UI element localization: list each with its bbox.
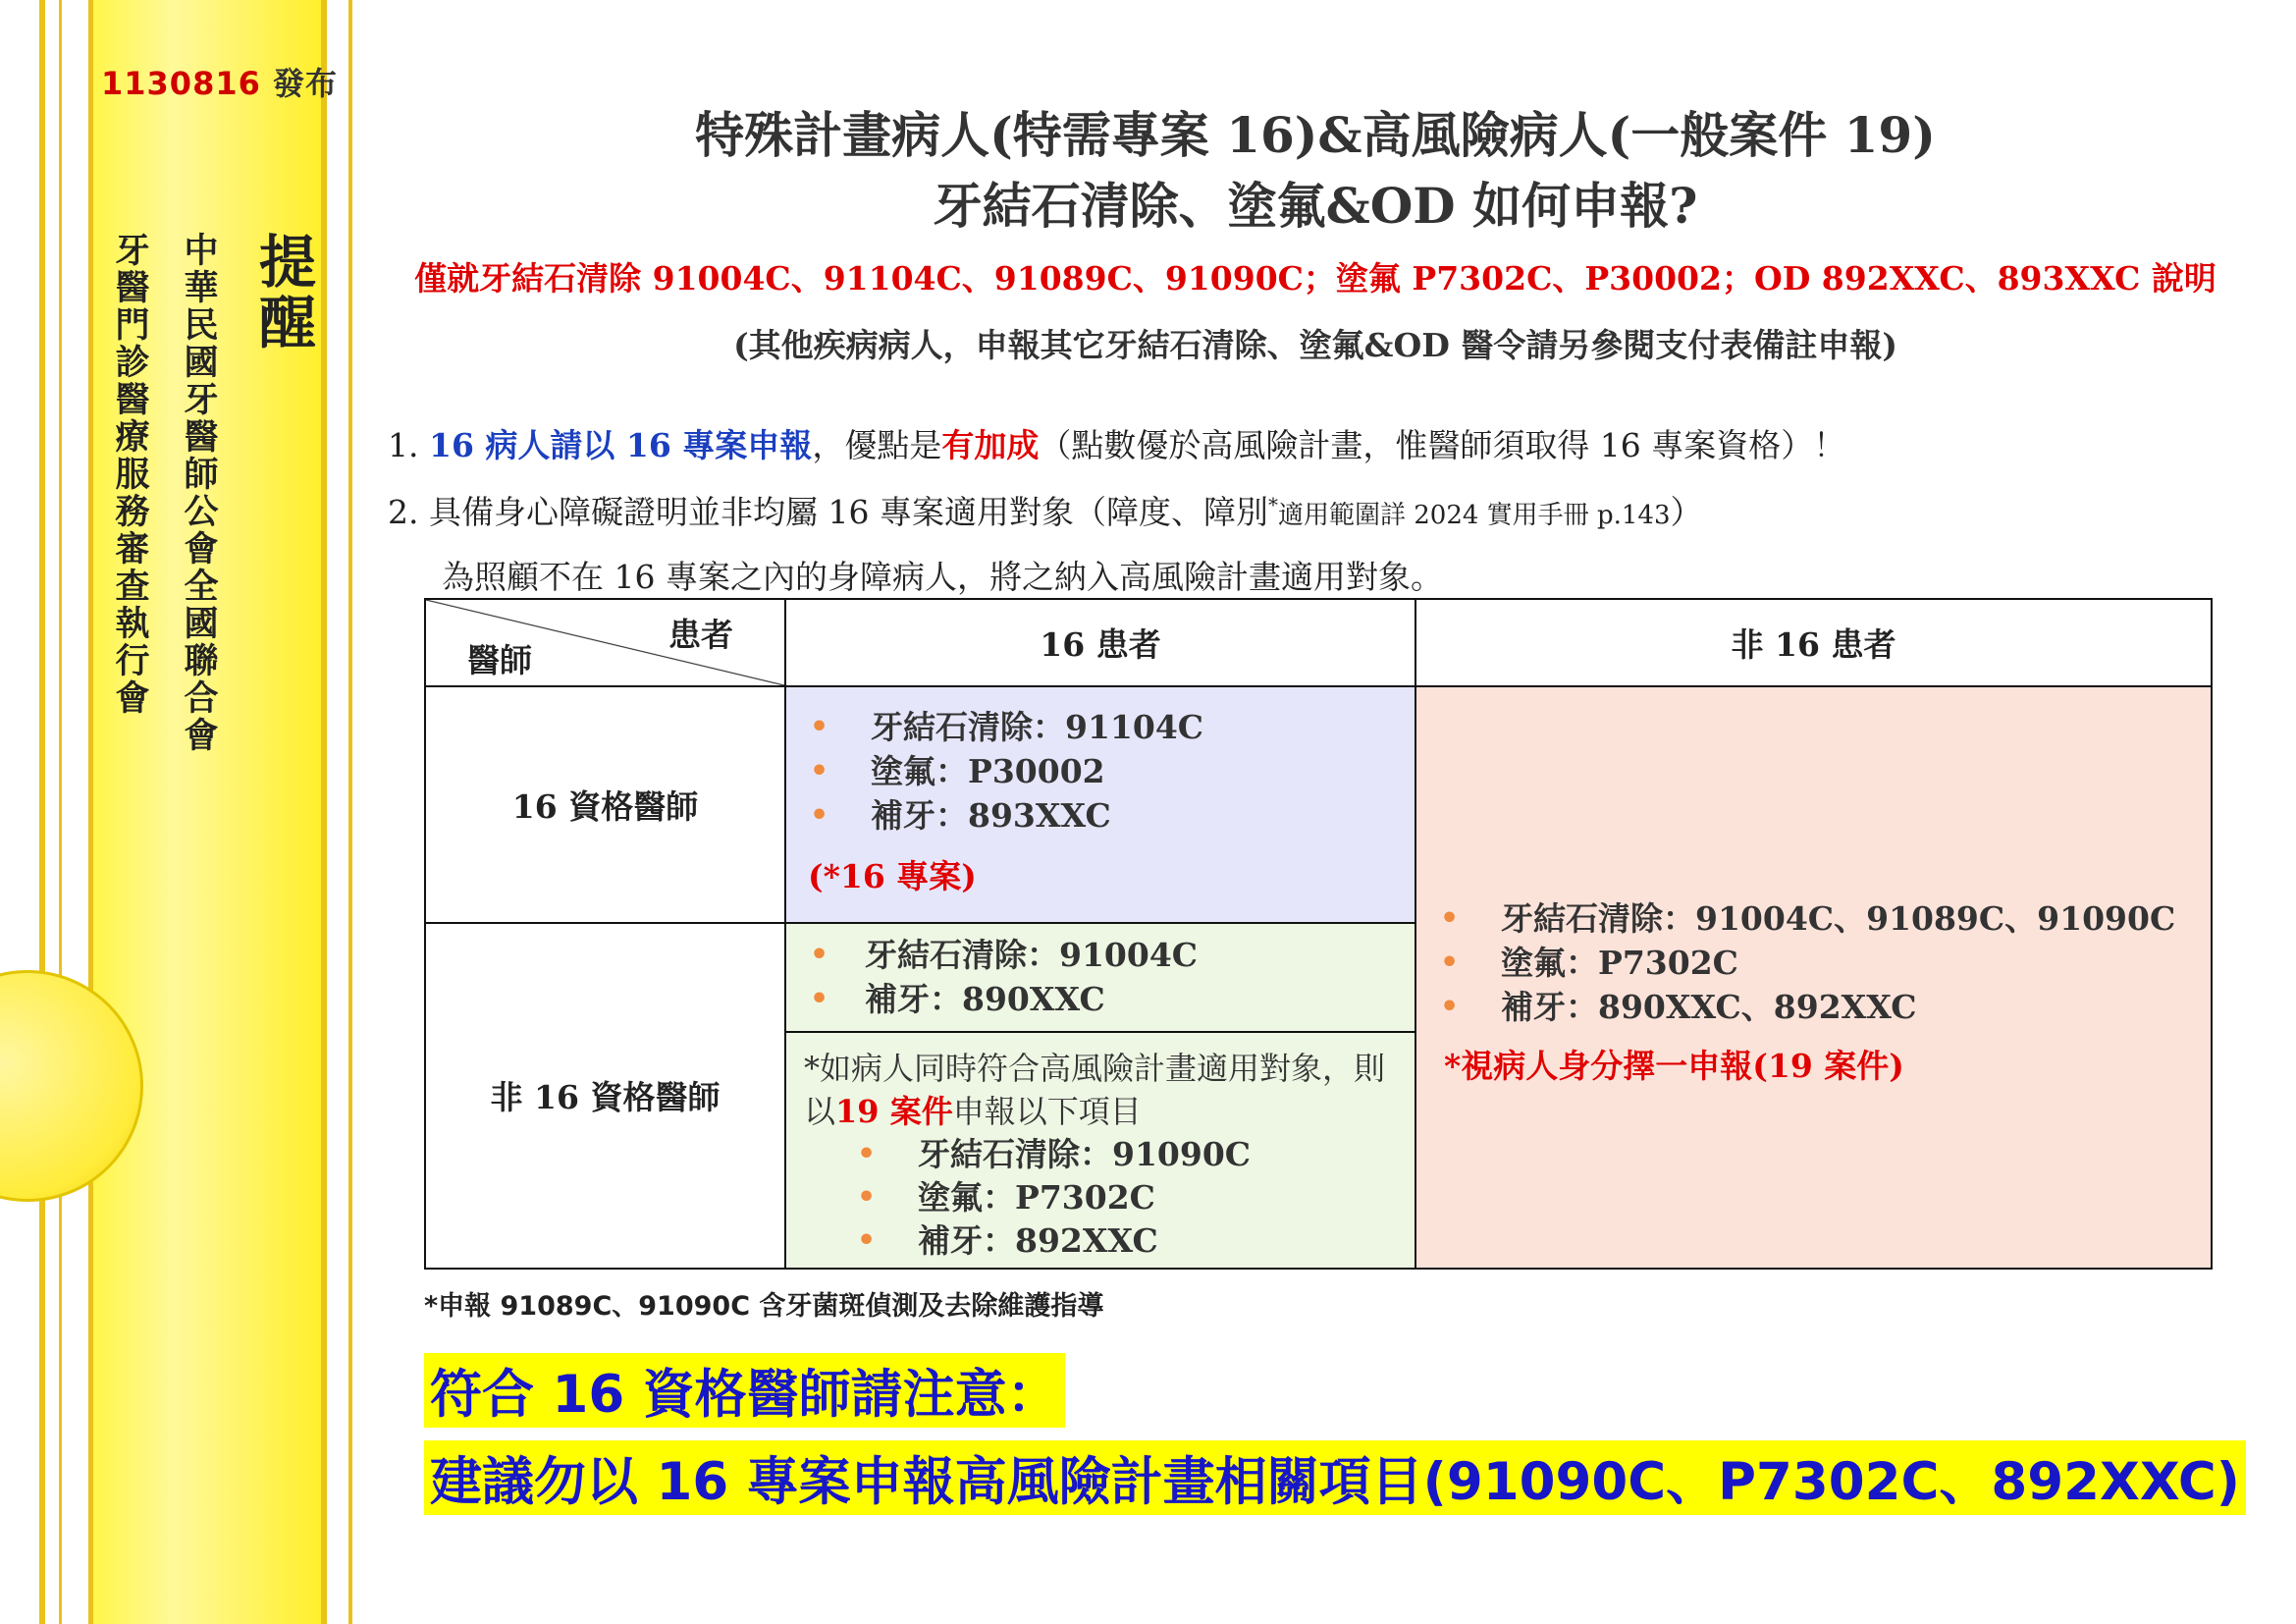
note-text: *如病人同時符合高風險計畫適用對象，則以 [804,1049,1386,1130]
cell-non16-doctor-high-risk [785,1032,1415,1269]
note-case-19: 19 案件 [835,1092,953,1130]
committee-name: 牙醫門診醫療服務審查執行會 [110,232,149,717]
scope-note: 僅就牙結石清除 91004C、91104C、91089C、91090C；塗氟 P7302C、P30002；OD 892XXC、893XXC 說明 [414,259,2216,298]
case-19-note: *視病人身分擇一申報(19 案件) [1444,1047,1904,1086]
column-header-16-patient: 16 患者 [785,599,1415,686]
list-item-1 [388,420,1845,466]
item1-detail: （點數優於高風險計畫，惟醫師須取得 16 專案資格）！ [1039,426,1846,464]
highlight-warning-title: 符合 16 資格醫師請注意： [424,1353,1065,1428]
cell-non16-patient [1415,686,2212,1269]
cell-16-doctor-16-patient [785,686,1415,923]
column-header-non16-patient: 非 16 患者 [1415,599,2212,686]
list-item: • 牙結石清除：91004C、91089C、91090C [1416,896,2211,941]
table-corner-header [425,599,785,686]
list-item: • 牙結石清除：91090C [833,1133,1415,1176]
high-risk-note [786,1033,1415,1133]
item2-asterisk: * [1267,493,1278,516]
list-item: • 補牙：892XXC [833,1219,1415,1263]
list-item: • 補牙：890XXC、892XXC [1416,985,2211,1029]
page-subtitle: 牙結石清除、塗氟&OD 如何申報? [933,177,1698,235]
note-text-end: 申報以下項目 [952,1092,1142,1130]
page-title: 特殊計畫病人(特需專案 16)&高風險病人(一般案件 19) [695,106,1936,164]
list-item: • 牙結石清除：91104C [786,705,1415,749]
bullet-list [786,933,1415,1021]
other-note: (其他疾病病人，申報其它牙結石清除、塗氟&OD 醫令請另參閱支付表備註申報) [733,326,1897,364]
corner-doctor-label: 醫師 [467,640,532,679]
item1-text: ，優點是 [812,426,942,464]
row-header-non16-doctor: 非 16 資格醫師 [425,923,785,1269]
publish-date [101,59,338,104]
table-footnote: *申報 91089C、91090C 含牙菌斑偵測及去除維護指導 [424,1291,1104,1322]
item2-reference: 適用範圍詳 2024 實用手冊 p.143 [1277,501,1671,530]
item1-bonus: 有加成 [941,426,1040,464]
item-number: 2. [388,493,419,531]
list-item: • 牙結石清除：91004C [786,933,1415,977]
sidebar-stripe [39,0,45,1624]
list-item: • 補牙：890XXC [786,977,1415,1021]
cell-non16-doctor-basic [785,923,1415,1032]
list-item: • 塗氟：P30002 [786,749,1415,793]
row-header-16-doctor: 16 資格醫師 [425,686,785,923]
list-item: • 補牙：893XXC [786,793,1415,838]
date-number: 1130816 [101,65,261,102]
project-16-note: (*16 專案) [808,856,977,895]
list-item-2 [388,487,1702,533]
item2-text: 具備身心障礙證明並非均屬 16 專案適用對象（障度、障別 [429,493,1268,531]
highlight-warning-detail: 建議勿以 16 專案申報高風險計畫相關項目(91090C、P7302C、892XXC) [424,1440,2246,1515]
list-item: • 塗氟：P7302C [833,1176,1415,1219]
reminder-label: 提醒 [249,232,316,353]
bullet-list [786,1133,1415,1263]
sidebar-stripe [59,0,62,1624]
list-item: • 塗氟：P7302C [1416,941,2211,985]
bullet-list [786,705,1415,838]
date-suffix: 發布 [273,65,339,102]
list-item-2-continued: 為照顧不在 16 專案之內的身障病人，將之納入高風險計畫適用對象。 [442,558,1443,596]
billing-table [424,598,2213,1270]
sidebar-stripe [88,0,93,1624]
corner-patient-label: 患者 [668,616,733,654]
item-number: 1. [388,426,419,464]
item2-end: ） [1670,493,1703,531]
item1-emphasis: 16 病人請以 16 專案申報 [429,426,813,464]
sidebar-stripe [348,0,352,1624]
org-name: 中華民國牙醫師公會全國聯合會 [179,232,218,754]
bullet-list [1416,896,2211,1029]
